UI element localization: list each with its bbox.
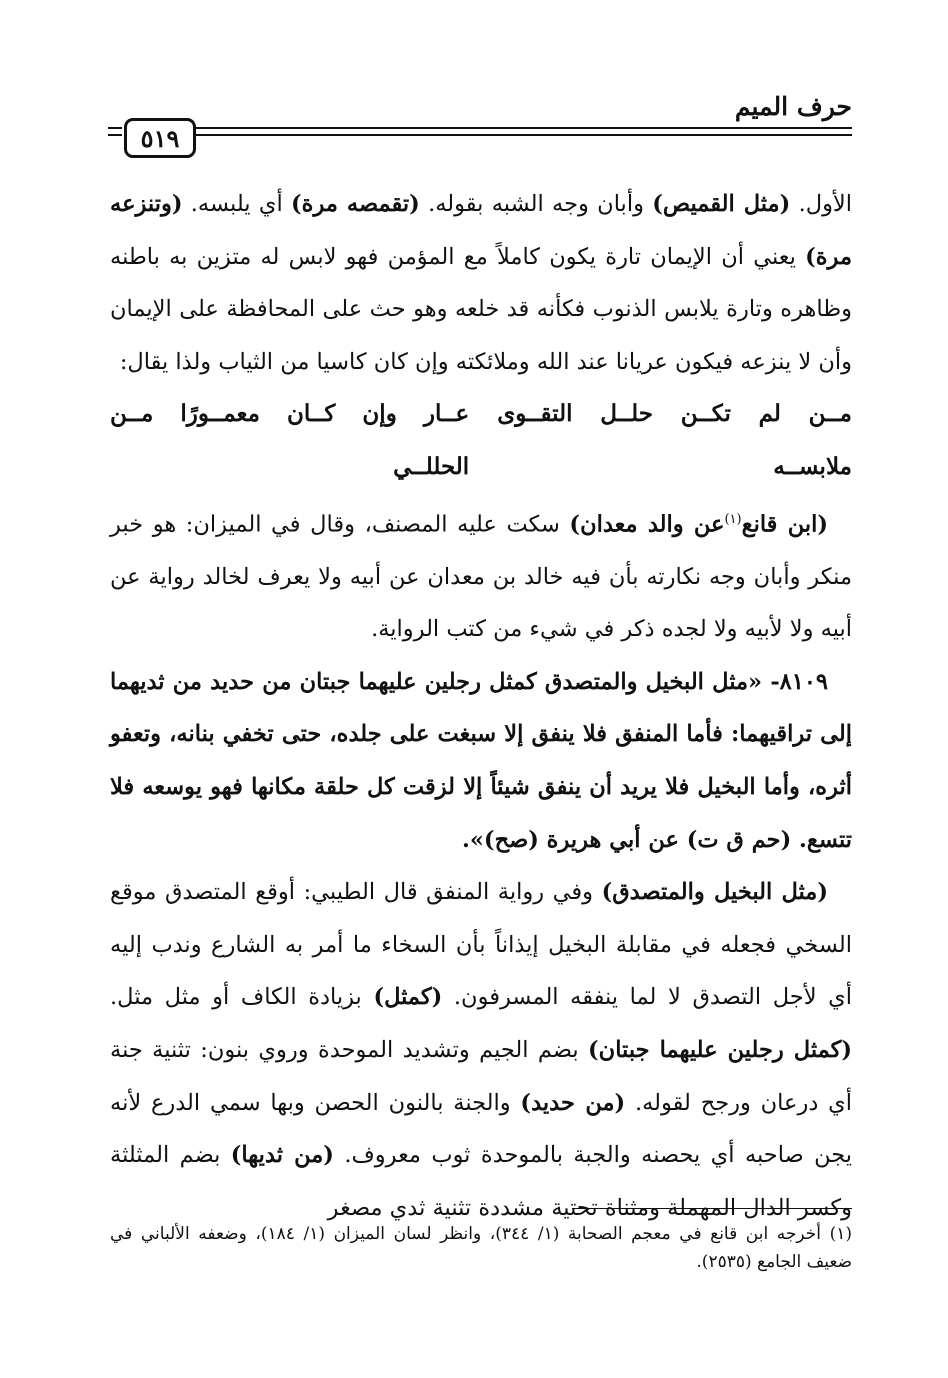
header-rule <box>196 127 852 136</box>
header-rule-end <box>108 127 122 136</box>
text-span: وفي رواية المنفق قال الطيبي: أوقع المتصدق موقع السخي فجعله في مقابلة البخيل إيذاناً بأن السخاء ما أمر به الشارع وندب إليه أي لأجل التصدق لا لما ينفقه المسرفون. <box>110 879 853 1011</box>
text-span: بضم المثلثة وكسر الدال المهملة ومثناة تحتية مشددة تثنية ثدي مصغر <box>110 1142 852 1221</box>
text-span: بضم الجيم وتشديد الموحدة وروي بنون: تثنية جنة أي درعان ورجح لقوله. <box>110 1037 852 1116</box>
text-span: الأول. <box>790 191 853 217</box>
bold-term: (مثل البخيل والمتصدق) <box>601 879 829 906</box>
hadith-paragraph <box>110 656 852 866</box>
bold-term: (وتنزعه مرة) <box>110 191 852 270</box>
verse-hemistich-second: عــار وإن كــان معمــورًا مــن الحللــي <box>110 400 470 480</box>
bold-term: (من حديد) <box>520 1089 626 1116</box>
bold-term: (تقمصه مرة) <box>291 191 420 217</box>
footnote-marker: (١) <box>724 511 742 527</box>
paragraph <box>110 178 852 388</box>
paragraph <box>110 494 852 656</box>
bold-term: (من ثديها) <box>230 1142 334 1169</box>
text-span: أي يلبسه. <box>182 191 292 217</box>
chapter-title: حرف الميم <box>734 92 852 121</box>
text-span: يعني أن الإيمان تارة يكون كاملاً مع المؤمن فهو لابس له متزين به باطنه وظاهره وتارة يلابس الذنوب فكأنه قد خلعه وهو حث على المحافظة على الإيمان وأن لا ينزعه فيكون عريانا عند الله وملائكته وإن كان كاسيا من الثياب ولذا يقال: <box>110 243 852 375</box>
footnote-separator <box>572 1208 852 1209</box>
bold-term: (ابن قانع <box>741 511 829 538</box>
footnotes <box>110 1220 852 1276</box>
paragraph <box>110 866 852 1234</box>
hadith-text: ٨١٠٩- «مثل البخيل والمتصدق كمثل رجلين عليهما جبتان من حديد من ثديهما إلى تراقيهما: فأما المنفق فلا ينفق إلا سبغت على جلده، حتى تخفي بنانه، وتعفو أثره، وأما البخيل فلا يريد أن ينفق شيئاً إلا لزقت كل حلقة مكانها فهو يوسعه فلا تتسع. (حم ق ت) عن أبي هريرة (صح)». <box>110 668 852 853</box>
text-span: وأبان وجه الشبه بقوله. <box>419 191 653 217</box>
text-span: بزيادة الكاف أو مثل مثل. <box>110 984 374 1011</box>
page-number: ٥١٩ <box>124 118 196 158</box>
verse-hemistich-first: مــن لم تكــن حلــل التقــوى ملابســه <box>497 400 852 480</box>
bold-term: (كمثل) <box>373 984 443 1011</box>
bold-term: (كمثل رجلين عليهما جبتان) <box>588 1037 852 1063</box>
text-span: سكت عليه المصنف، وقال في الميزان: هو خبر منكر وأبان وجه نكارته بأن فيه خالد بن معدان عن أبيه ولا يعرف لخالد رواية عن أبيه ولا لأبيه ولا لجده ذكر في شيء من كتب الرواية. <box>110 511 852 643</box>
text-span: والجنة بالنون الحصن وبها سمي الدرع لأنه يجن صاحبه أي يحصنه والجبة بالموحدة ثوب معروف. <box>110 1089 852 1169</box>
bold-term: (مثل القميص) <box>652 191 791 217</box>
footnote-item: (١) أخرجه ابن قانع في معجم الصحابة (١/ ٣٤٤)، وانظر لسان الميزان (١/ ١٨٤)، وضعفه الألباني في ضعيف الجامع (٢٥٣٥). <box>110 1224 852 1272</box>
poem-verse <box>110 388 852 493</box>
bold-term: عن والد معدان) <box>569 511 725 538</box>
main-text <box>110 178 852 1234</box>
